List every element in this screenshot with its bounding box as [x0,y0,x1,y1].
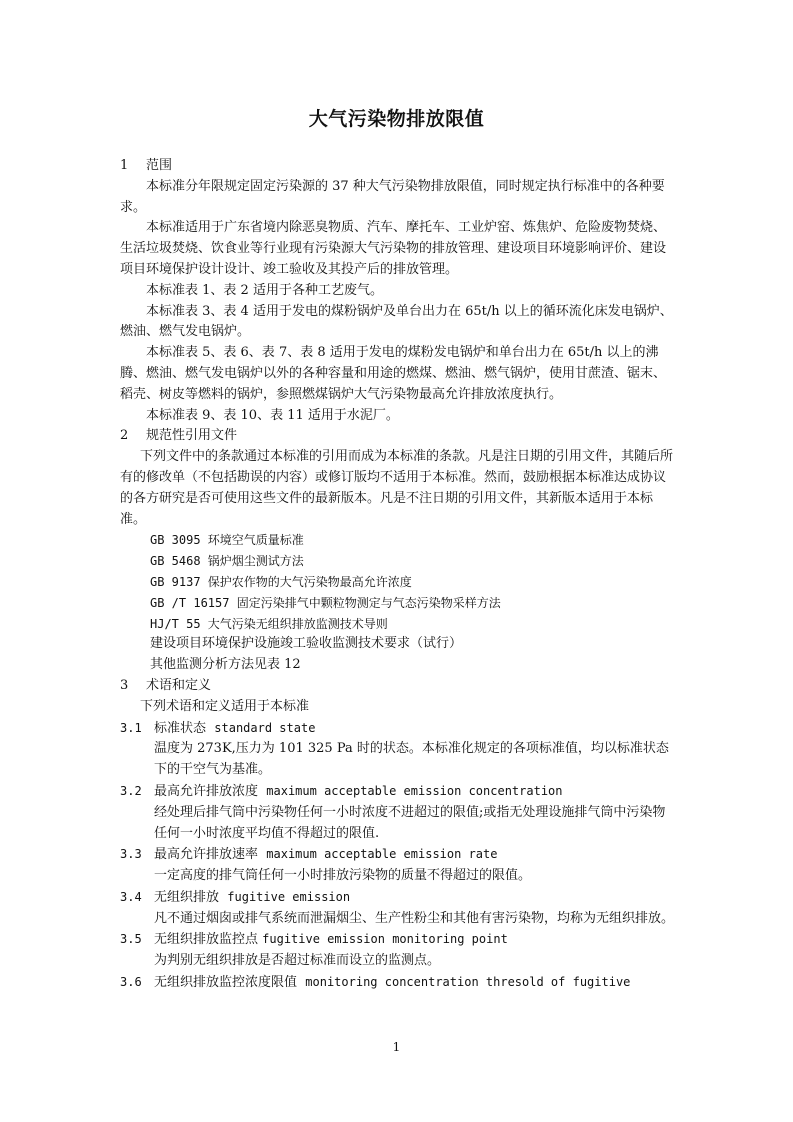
reference-item: GB /T 16157 固定污染排气中颗粒物测定与气态污染物采样方法 [150,595,501,610]
term-english: standard state [214,720,316,735]
term-name: 标准状态 [154,720,207,736]
term-definition: 温度为 273K,压力为 101 325 Pa 时的状态。本标准化规定的各项标准值，均以标准状态下的干空气为基准。 [154,741,669,778]
reference-item: GB 9137 保护农作物的大气污染物最高允许浓度 [150,574,412,589]
section-number: 1 [120,158,129,173]
reference-item: GB 5468 锅炉烟尘测试方法 [150,554,304,569]
section-heading-terms [120,676,675,697]
paragraph: 本标准适用于广东省境内除恶臭物质、汽车、摩托车、工业炉窑、炼焦炉、危险废物焚烧、生活垃圾焚烧、饮食业等行业现有污染源大气污染物的排放管理、建设项目环境影响评价、建设项目环境保护设计设计、竣工验收及其投产后的排放管理。 [120,220,667,277]
section-title: 规范性引用文件 [146,428,238,444]
term-heading [120,781,675,803]
paragraph: 本标准表 5、表 6、表 7、表 8 适用于发电的煤粉发电锅炉和单台出力在 65t/h 以上的沸腾、燃油、燃气发电锅炉以外的各种容量和用途的燃煤、燃油、燃气锅炉，使用甘蔗渣、锯末、稻壳、树皮等燃料的锅炉，参照燃煤锅炉大气污染物最高允许排放浓度执行。 [120,345,667,402]
paragraph: 本标准分年限规定固定污染源的 37 种大气污染物排放限值，同时规定执行标准中的各种要求。 [120,178,665,215]
reference-item: 其他监测分析方法见表 12 [150,657,301,673]
paragraph: 本标准表 3、表 4 适用于发电的煤粉锅炉及单台出力在 65t/h 以上的循环流化床发电锅炉、燃油、燃气发电锅炉。 [120,303,673,340]
term-name: 无组织排放监控浓度限值 [154,975,298,991]
section-number: 3 [120,677,129,693]
section-heading-scope [120,156,675,177]
term-number: 3.1 [120,720,142,735]
term-definition: 为判别无组织排放是否超过标准而设立的监测点。 [154,953,441,969]
term-number: 3.3 [120,847,142,862]
term-name: 无组织排放 [154,889,220,905]
paragraph: 本标准表 1、表 2 适用于各种工艺废气。 [146,282,383,298]
term-heading [120,887,675,909]
term-definition: 经处理后排气筒中污染物任何一小时浓度不进超过的限值;或指无处理设施排气筒中污染物任何一小时浓度平均值不得超过的限值. [154,804,666,841]
paragraph: 本标准表 9、表 10、表 11 适用于水泥厂。 [146,407,399,423]
section-heading-references [120,426,675,447]
term-name: 最高允许排放浓度 [154,783,259,799]
term-name: 最高允许排放速率 [154,847,259,863]
term-english: monitoring concentration thresold of fugitive [305,975,631,990]
term-name: 无组织排放监控点 [154,932,259,948]
term-definition: 凡不通过烟囱或排气系统而泄漏烟尘、生产性粉尘和其他有害污染物，均称为无组织排放。 [154,910,675,926]
paragraph: 下列文件中的条款通过本标准的引用而成为本标准的条款。凡是注日期的引用文件，其随后所有的修改单（不包括勘误的内容）或修订版均不适用于本标准。然而，鼓励根据本标准达成协议的各方研究是否可使用这些文件的最新版本。凡是不注日期的引用文件，其新版本适用于本标准。 [120,449,674,527]
term-english: maximum acceptable emission concentration [266,783,563,798]
reference-item: GB 3095 环境空气质量标准 [150,533,304,548]
section-title: 范围 [146,158,173,173]
term-english: maximum acceptable emission rate [266,847,498,862]
paragraph: 下列术语和定义适用于本标准 [140,698,310,714]
page-number: 1 [392,1040,401,1054]
document-title: 大气污染物排放限值 [308,108,485,130]
section-title: 术语和定义 [146,677,212,693]
section-number: 2 [120,428,129,444]
term-heading [120,718,675,740]
term-english: fugitive emission monitoring point [262,932,508,947]
term-english: fugitive emission [227,889,351,904]
term-number: 3.2 [120,783,142,798]
term-definition: 一定高度的排气筒任何一小时排放污染物的质量不得超过的限值。 [154,868,532,884]
term-number: 3.6 [120,975,142,990]
document-body [120,156,675,994]
term-heading [120,844,675,866]
term-number: 3.5 [120,932,142,947]
term-heading [120,929,675,951]
reference-item: HJ/T 55 大气污染无组织排放监测技术导则 [150,616,388,631]
term-heading [120,972,675,994]
term-number: 3.4 [120,889,142,904]
reference-item: 建设项目环境保护设施竣工验收监测技术要求（试行） [150,636,463,652]
